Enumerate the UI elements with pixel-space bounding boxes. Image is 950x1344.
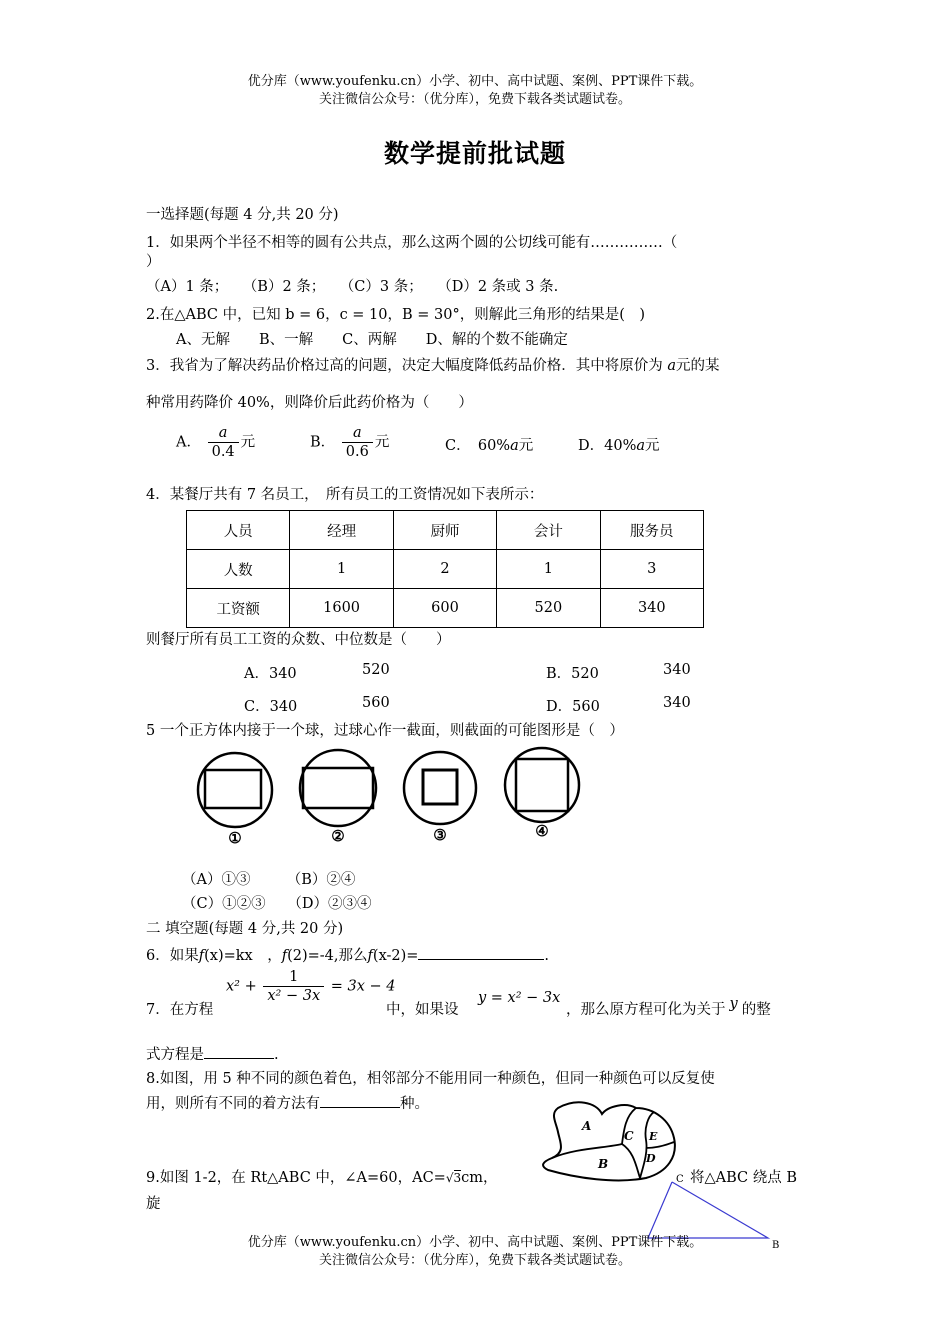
q3-option-b-numerator: a (342, 424, 373, 443)
q4-option-b-1: B．520 (546, 666, 599, 682)
q4-option-a-2: 520 (362, 662, 390, 678)
q7-pre: 7．在方程 (146, 1002, 214, 1018)
q4-option-a-1: A．340 (244, 666, 297, 682)
table-cell: 2 (393, 550, 496, 589)
q9-post: cm， (461, 1170, 498, 1186)
table-cell: 服务员 (600, 511, 703, 550)
q3-option-b-denominator: 0.6 (345, 444, 369, 461)
q3-option-a-denominator: 0.4 (211, 444, 235, 461)
q8-answer-blank[interactable] (320, 1107, 400, 1108)
q5-diagram-2 (300, 750, 376, 845)
q3-option-c-var: a (510, 438, 519, 454)
q3-option-c (445, 434, 533, 455)
q7-eq-denominator: x² − 3x (267, 988, 321, 1005)
q9-sqrt-value: 3 (453, 1171, 462, 1185)
q7-substitution: y = x² − 3x (478, 990, 561, 1006)
q8-region-e: E (649, 1130, 658, 1143)
q3-option-a-numerator: a (208, 424, 239, 443)
q5-diagram-3 (404, 752, 476, 844)
q7-eq-right: = 3x − 4 (330, 978, 396, 995)
q2-options: A、无解 B、一解 C、两解 D、解的个数不能确定 (176, 332, 568, 348)
q3-text-b: 元的某 (676, 358, 720, 374)
q5-figure (190, 745, 600, 850)
q3-option-c-text: C． 60% (445, 438, 511, 454)
q7-post (566, 998, 771, 1019)
footer-line-1: 优分库（www.youfenku.cn）小学、初中、高中试题、案例、PPT课件下载。 (247, 1235, 703, 1250)
q4-text: 4．某餐厅共有 7 名员工， 所有员工的工资情况如下表所示： (146, 487, 544, 503)
header-line-2: 关注微信公众号：（优分库），免费下载各类试题试卷。 (318, 92, 631, 107)
table-cell: 600 (393, 589, 496, 628)
q1-text: 1．如果两个半径不相等的圆有公共点，那么这两个圆的公切线可能有……………（ (146, 235, 678, 251)
table-cell: 会计 (497, 511, 600, 550)
table-cell: 厨师 (393, 511, 496, 550)
q9-sqrt-sign: √ (445, 1171, 454, 1185)
q4-option-c-1: C．340 (244, 699, 298, 715)
q9-text (146, 1166, 498, 1187)
table-cell: 经理 (290, 511, 393, 550)
table-cell: 工资额 (187, 589, 290, 628)
page-title: 数学提前批试题 (383, 139, 566, 168)
table-row (187, 550, 704, 589)
q6-text (146, 944, 549, 965)
q7-line2-text: 式方程是 (146, 1047, 204, 1063)
wage-table (186, 510, 704, 628)
q3-option-d (578, 434, 660, 455)
table-cell: 人员 (187, 511, 290, 550)
footer-line-2: 关注微信公众号：（优分库），免费下载各类试题试卷。 (318, 1253, 631, 1268)
q3-text-a: 3．我省为了解决药品价格过高的问题，决定大幅度降低药品价格．其中将原价为 (146, 358, 663, 374)
q5-options-2: （C）①②③ （D）②③④ (182, 896, 372, 912)
q3-option-a-unit: 元 (240, 434, 256, 451)
q4-option-d-1: D．560 (546, 699, 600, 715)
q8-line2-b: 种。 (400, 1096, 429, 1112)
q8-region-a: A (582, 1119, 592, 1133)
q7-line2 (146, 1043, 279, 1064)
q9-right: 将△ABC 绕点 B (690, 1170, 798, 1186)
table-cell: 340 (600, 589, 703, 628)
q3-option-c-unit: 元 (518, 438, 534, 454)
q9-label-c: C (676, 1174, 684, 1185)
q9-label-b: B (772, 1240, 780, 1251)
table-cell: 1 (497, 550, 600, 589)
q6-part-b: (2)=-4,那么 (287, 948, 368, 964)
q3-line1 (146, 354, 720, 375)
q5-diagram-4 (505, 748, 579, 840)
q5-diagram-1 (198, 753, 272, 847)
q3-option-a (176, 424, 255, 461)
q3-option-d-unit: 元 (645, 438, 660, 454)
q4-option-c-2: 560 (362, 695, 390, 711)
q8-line2 (146, 1092, 429, 1113)
q5-text: 5 一个正方体内接于一个球，过球心作一截面，则截面的可能图形是（ ） (146, 723, 624, 739)
q7-answer-blank[interactable] (204, 1058, 274, 1059)
q3-option-b-fraction (342, 424, 373, 461)
q7-post-b: 的整 (741, 1002, 771, 1018)
section1-heading: 一选择题(每题 4 分,共 20 分) (146, 207, 339, 223)
q6-end: . (544, 948, 550, 964)
q7-end: . (274, 1047, 279, 1063)
q7-var-y: y (729, 996, 738, 1012)
q7-post-a: ，那么原方程可化为关于 (566, 1002, 726, 1018)
table-row (187, 589, 704, 628)
q6-f-2: f (281, 948, 288, 964)
q3-option-d-text: D．40% (578, 438, 637, 454)
q3-option-a-fraction (208, 424, 239, 461)
q3-option-b (310, 424, 389, 461)
q5-label-1: ① (228, 829, 242, 847)
q7-equation (226, 968, 396, 1005)
q8-line2-a: 用，则所有不同的着方法有 (146, 1096, 320, 1112)
q5-label-2: ② (331, 827, 345, 845)
q3-line2: 种常用药降价 40%，则降价后此药价格为（ ） (146, 395, 473, 411)
q6-f-1: f (198, 948, 205, 964)
q3-option-b-unit: 元 (374, 434, 390, 451)
q8-line1: 8.如图，用 5 种不同的颜色着色，相邻部分不能用同一种颜色，但同一种颜色可以反复使 (146, 1071, 715, 1087)
table-cell: 人数 (187, 550, 290, 589)
q6-part-a: (x)=kx ， (204, 948, 282, 964)
table-cell: 1600 (290, 589, 393, 628)
q6-answer-blank[interactable] (418, 959, 544, 960)
q4-option-b-2: 340 (663, 662, 691, 678)
table-cell: 3 (600, 550, 703, 589)
table-row (187, 511, 704, 550)
q3-option-d-var: a (636, 438, 646, 454)
q6-part-c: (x-2)= (372, 948, 419, 964)
q3-option-b-label: B． (310, 434, 336, 451)
q2-text: 2.在△ABC 中，已知 b = 6，c = 10，B = 30°，则解此三角形的结果是( ) (146, 307, 646, 323)
section2-heading: 二 填空题(每题 4 分,共 20 分) (146, 921, 344, 937)
q4-option-d-2: 340 (663, 695, 691, 711)
q4-after: 则餐厅所有员工工资的众数、中位数是（ ） (146, 632, 451, 648)
q6-pre: 6．如果 (146, 948, 199, 964)
q8-region-b: B (598, 1157, 609, 1171)
q9-pre: 9.如图 1-2，在 Rt△ABC 中，∠A=60，AC= (146, 1170, 446, 1186)
q3-option-a-label: A． (176, 434, 201, 451)
q9-line2: 旋 (146, 1196, 161, 1212)
q7-eq-numerator: 1 (263, 968, 324, 987)
header-line-1: 优分库（www.youfenku.cn）小学、初中、高中试题、案例、PPT课件下载。 (247, 74, 703, 89)
q8-region-c: C (624, 1129, 634, 1143)
q1-options: （A）1 条； （B）2 条； （C）3 条； （D）2 条或 3 条. (146, 279, 559, 295)
q5-label-3: ③ (433, 826, 447, 844)
q8-region-d: D (646, 1152, 656, 1165)
q1-text-cont: ） (146, 254, 161, 270)
q7-eq-fraction (263, 968, 324, 1005)
q5-label-4: ④ (535, 822, 549, 840)
q5-options-1: （A）①③ （B）②④ (182, 872, 356, 888)
q6-f-3: f (367, 948, 373, 964)
q7-eq-left: x² + (226, 978, 257, 995)
table-cell: 1 (290, 550, 393, 589)
table-cell: 520 (497, 589, 600, 628)
q7-mid: 中，如果设 (386, 1002, 459, 1018)
q3-var-a: a (667, 358, 676, 374)
